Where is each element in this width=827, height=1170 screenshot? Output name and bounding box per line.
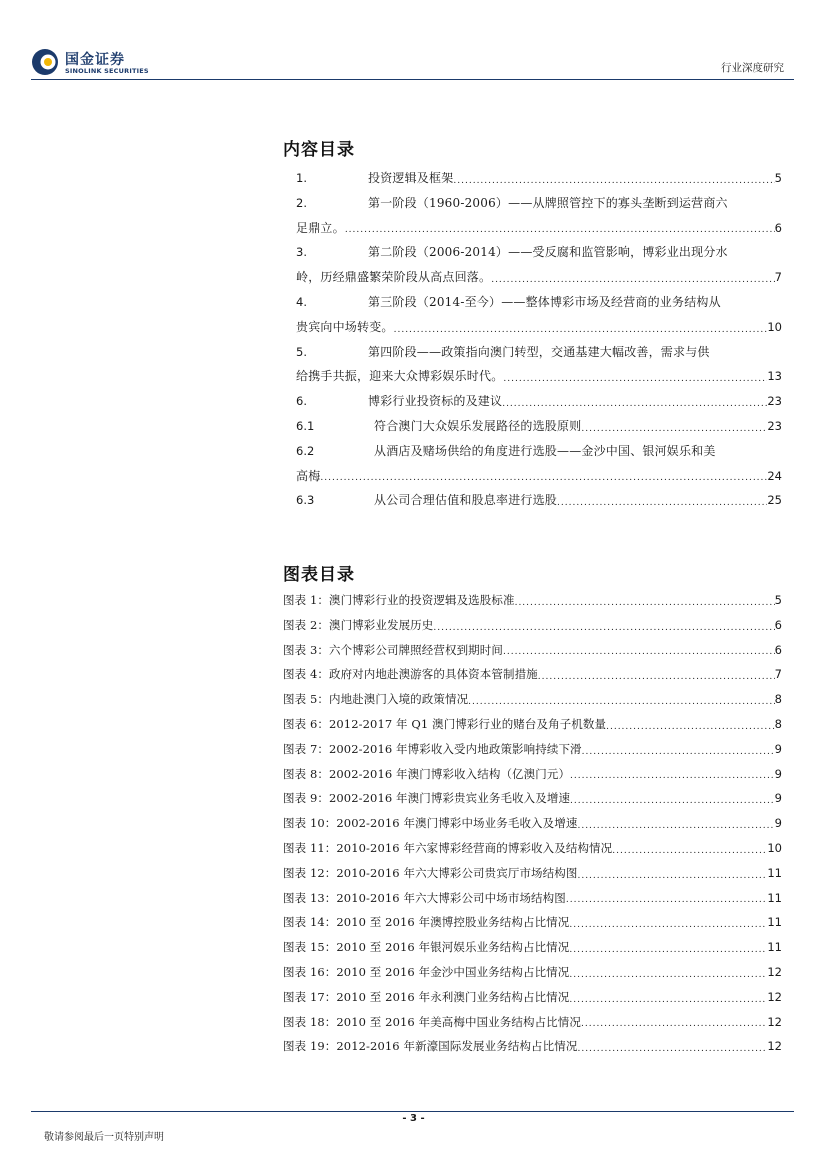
figure-entry-page: 9 xyxy=(774,791,782,806)
figure-entry[interactable] xyxy=(283,1010,782,1035)
figure-entry-page: 8 xyxy=(774,692,782,707)
figure-entry-label: 图表 6：2012-2017 年 Q1 澳门博彩行业的赌台及角子机数量 xyxy=(283,716,607,731)
toc-entry-number: 3. xyxy=(296,245,307,260)
toc-entry-text: 从公司合理估值和股息率进行选股 xyxy=(374,493,558,508)
toc-entry[interactable] xyxy=(296,191,782,241)
disclaimer-note: 敬请参阅最后一页特别声明 xyxy=(44,1132,164,1143)
figure-entry-page: 12 xyxy=(767,964,782,979)
figure-entry-page: 10 xyxy=(767,840,782,855)
leader-dots xyxy=(433,618,774,638)
toc-entry[interactable] xyxy=(296,340,782,390)
logo-en-text: SINOLINK SECURITIES xyxy=(65,67,149,75)
toc-entry-page: 23 xyxy=(767,418,782,433)
figure-entry-page: 9 xyxy=(774,766,782,781)
toc-entry-page: 5 xyxy=(774,171,782,185)
figure-entry-label: 图表 10：2002-2016 年澳门博彩中场业务毛收入及增速 xyxy=(283,816,578,831)
toc-entry[interactable] xyxy=(296,166,782,191)
toc-entry-text-cont: 贵宾向中场转变。 xyxy=(296,319,394,334)
leader-dots xyxy=(569,940,767,960)
leader-dots xyxy=(570,766,775,786)
toc-entry[interactable] xyxy=(296,414,782,439)
toc-entry[interactable] xyxy=(296,290,782,340)
figure-entry[interactable] xyxy=(283,687,782,712)
figure-entry[interactable] xyxy=(283,811,782,836)
figure-entry-page: 11 xyxy=(767,940,782,955)
toc-entry-number: 5. xyxy=(296,344,307,359)
leader-dots xyxy=(581,419,767,439)
toc-entry-text: 第四阶段——政策指向澳门转型，交通基建大幅改善，需求与供 xyxy=(368,344,710,359)
toc-entry-number: 6.1 xyxy=(296,418,315,433)
leader-dots xyxy=(566,890,767,910)
toc-entry-text: 博彩行业投资标的及建议 xyxy=(368,394,503,409)
figure-entry-page: 12 xyxy=(767,989,782,1004)
figure-entry[interactable] xyxy=(283,886,782,911)
toc-entry-page: 23 xyxy=(767,394,782,409)
figure-entry-label: 图表 13：2010-2016 年六大博彩公司中场市场结构图 xyxy=(283,890,566,905)
toc-entry-text: 投资逻辑及框架 xyxy=(368,171,454,185)
figure-entry-label: 图表 1：澳门博彩行业的投资逻辑及选股标准 xyxy=(283,593,515,607)
leader-dots xyxy=(577,816,774,836)
toc-entry-page: 10 xyxy=(767,319,782,334)
figure-entry[interactable] xyxy=(283,638,782,663)
figure-entry-page: 9 xyxy=(774,816,782,831)
leader-dots xyxy=(502,394,767,414)
figure-entry-label: 图表 4：政府对内地赴澳游客的具体资本管制措施 xyxy=(283,667,538,682)
toc-entry-text-cont: 给携手共振，迎来大众博彩娱乐时代。 xyxy=(296,369,504,384)
sinolink-logo-icon xyxy=(31,48,59,76)
report-type-label: 行业深度研究 xyxy=(721,62,784,74)
leader-dots xyxy=(491,270,774,290)
figure-entry-label: 图表 14：2010 至 2016 年澳博控股业务结构占比情况 xyxy=(283,915,570,930)
toc-entry-text: 从酒店及赌场供给的角度进行选股——金沙中国、银河娱乐和美 xyxy=(374,443,716,458)
leader-dots xyxy=(606,717,775,737)
figure-entry[interactable] xyxy=(283,737,782,762)
leader-dots xyxy=(515,593,775,613)
figure-entry[interactable] xyxy=(283,786,782,811)
leader-dots xyxy=(394,320,768,340)
figure-entry-page: 6 xyxy=(774,617,782,632)
toc-entry-number: 2. xyxy=(296,195,307,210)
figure-entry-label: 图表 16：2010 至 2016 年金沙中国业务结构占比情况 xyxy=(283,964,570,979)
figure-entry[interactable] xyxy=(283,861,782,886)
logo-cn-text: 国金证券 xyxy=(65,52,125,68)
footer-divider xyxy=(31,1111,794,1112)
figures-title: 图表目录 xyxy=(283,565,355,585)
toc-entry-number: 6. xyxy=(296,394,307,409)
figure-entry-page: 12 xyxy=(767,1014,782,1029)
figure-entry-page: 5 xyxy=(774,593,782,607)
figure-entry[interactable] xyxy=(283,712,782,737)
figure-entry[interactable] xyxy=(283,588,782,613)
header-divider xyxy=(31,79,794,80)
figure-entry-label: 图表 7：2002-2016 年博彩收入受内地政策影响持续下滑 xyxy=(283,741,582,756)
figure-entry[interactable] xyxy=(283,762,782,787)
figure-entry[interactable] xyxy=(283,1034,782,1059)
figure-entry-page: 12 xyxy=(767,1039,782,1054)
figure-entry[interactable] xyxy=(283,960,782,985)
toc-entry-text-cont: 高梅 xyxy=(296,468,321,483)
leader-dots xyxy=(569,915,767,935)
figure-entry[interactable] xyxy=(283,662,782,687)
leader-dots xyxy=(557,493,767,513)
figure-entry-page: 7 xyxy=(774,667,782,682)
toc-entry-number: 6.2 xyxy=(296,443,315,458)
leader-dots xyxy=(581,1014,767,1034)
toc-entry-page: 6 xyxy=(774,220,782,235)
toc-entry-page: 24 xyxy=(767,468,782,483)
toc-entry[interactable] xyxy=(296,439,782,489)
figure-entry-label: 图表 5：内地赴澳门入境的政策情况 xyxy=(283,692,469,707)
page-number: - 3 - xyxy=(402,1113,425,1124)
toc-entry-text: 第二阶段（2006-2014）——受反腐和监管影响，博彩业出现分水 xyxy=(368,245,728,260)
toc-entry-number: 4. xyxy=(296,294,307,309)
leader-dots xyxy=(612,841,767,861)
figure-entry-page: 8 xyxy=(774,716,782,731)
contents-list xyxy=(296,166,782,513)
figure-entry[interactable] xyxy=(283,985,782,1010)
leader-dots xyxy=(345,220,775,240)
figure-entry-label: 图表 3：六个博彩公司牌照经营权到期时间 xyxy=(283,642,503,657)
figure-entry[interactable] xyxy=(283,935,782,960)
figure-entry[interactable] xyxy=(283,613,782,638)
figure-entry-label: 图表 8：2002-2016 年澳门博彩收入结构（亿澳门元） xyxy=(283,766,571,781)
toc-entry[interactable] xyxy=(296,488,782,513)
figure-entry-label: 图表 12：2010-2016 年六大博彩公司贵宾厅市场结构图 xyxy=(283,865,578,880)
figure-entry-label: 图表 18：2010 至 2016 年美高梅中国业务结构占比情况 xyxy=(283,1014,581,1029)
toc-entry-page: 7 xyxy=(774,270,782,285)
figure-entry-page: 11 xyxy=(767,865,782,880)
toc-entry-number: 1. xyxy=(296,171,307,185)
figure-entry-label: 图表 2：澳门博彩业发展历史 xyxy=(283,617,434,632)
leader-dots xyxy=(468,692,775,712)
toc-entry-text: 符合澳门大众娱乐发展路径的选股原则 xyxy=(374,418,582,433)
leader-dots xyxy=(503,369,767,389)
contents-title: 内容目录 xyxy=(283,140,355,160)
leader-dots xyxy=(570,791,775,811)
toc-entry-text-cont: 足鼎立。 xyxy=(296,220,345,235)
leader-dots xyxy=(569,965,767,985)
leader-dots xyxy=(503,642,775,662)
leader-dots xyxy=(453,171,774,191)
leader-dots xyxy=(577,1039,767,1059)
figure-entry-page: 6 xyxy=(774,642,782,657)
toc-entry[interactable] xyxy=(296,389,782,414)
figures-list xyxy=(283,588,782,1059)
leader-dots xyxy=(538,667,775,687)
figure-entry-label: 图表 15：2010 至 2016 年银河娱乐业务结构占比情况 xyxy=(283,940,570,955)
leader-dots xyxy=(577,866,767,886)
toc-entry-text-cont: 岭，历经鼎盛繁荣阶段从高点回落。 xyxy=(296,270,492,285)
figure-entry-label: 图表 9：2002-2016 年澳门博彩贵宾业务毛收入及增速 xyxy=(283,791,571,806)
figure-entry-page: 11 xyxy=(767,915,782,930)
company-logo xyxy=(31,46,161,80)
toc-entry-page: 13 xyxy=(767,369,782,384)
leader-dots xyxy=(582,742,775,762)
toc-entry-text: 第三阶段（2014-至今）——整体博彩市场及经营商的业务结构从 xyxy=(368,294,721,309)
figure-entry-page: 11 xyxy=(767,890,782,905)
figure-entry-label: 图表 19：2012-2016 年新濠国际发展业务结构占比情况 xyxy=(283,1039,578,1054)
toc-entry-page: 25 xyxy=(767,493,782,508)
figure-entry-label: 图表 17：2010 至 2016 年永利澳门业务结构占比情况 xyxy=(283,989,570,1004)
toc-entry[interactable] xyxy=(296,240,782,290)
figure-entry-label: 图表 11：2010-2016 年六家博彩经营商的博彩收入及结构情况 xyxy=(283,840,613,855)
figure-entry[interactable] xyxy=(283,910,782,935)
figure-entry[interactable] xyxy=(283,836,782,861)
toc-entry-text: 第一阶段（1960-2006）——从牌照管控下的寡头垄断到运营商六 xyxy=(368,195,728,210)
leader-dots xyxy=(569,990,767,1010)
leader-dots xyxy=(320,468,767,488)
toc-entry-number: 6.3 xyxy=(296,493,315,508)
figure-entry-page: 9 xyxy=(774,741,782,756)
